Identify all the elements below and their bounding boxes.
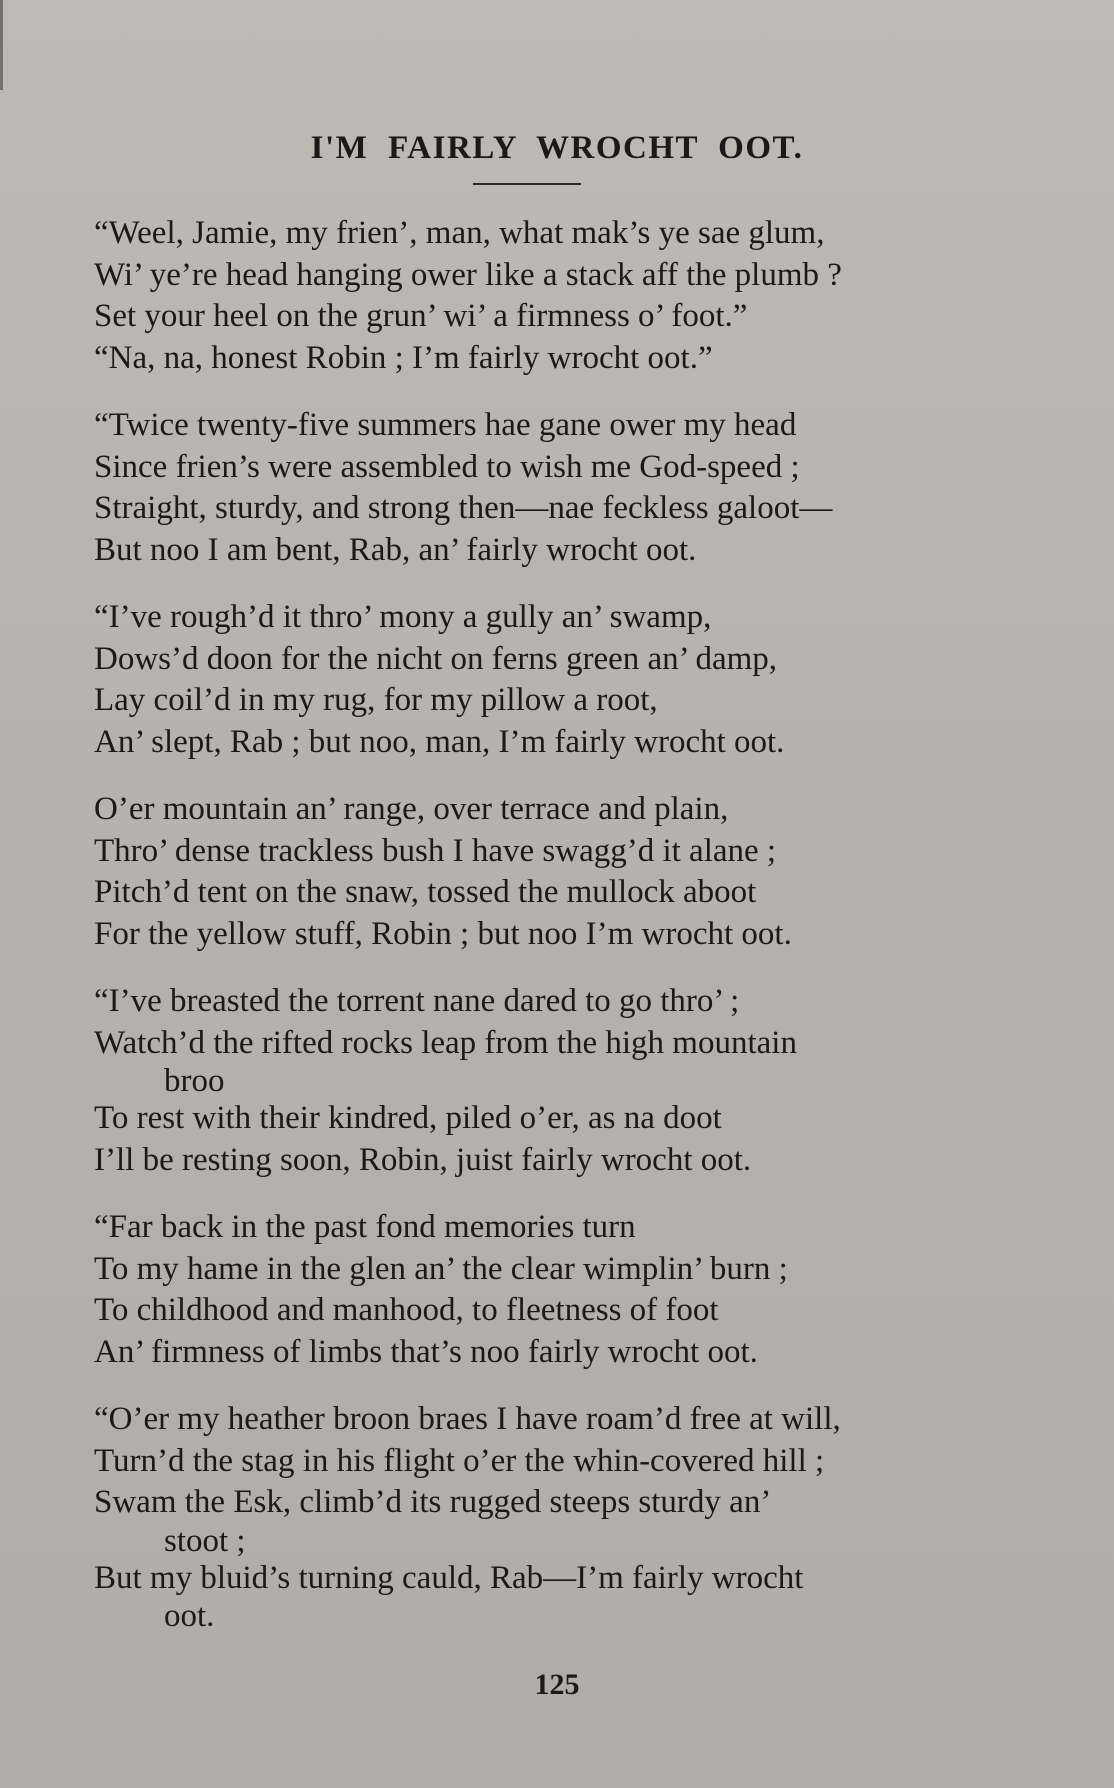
poem-line (94, 1098, 964, 1140)
poem-line-continuation: broo (164, 1063, 225, 1099)
stanza (94, 789, 964, 955)
poem-line-text: But noo I am bent, Rab, an’ fairly wrocht oot. (94, 531, 697, 568)
poem-line-text: Thro’ dense trackless bush I have swagg’d it alane ; (94, 832, 777, 869)
poem-line (94, 447, 964, 489)
poem-line-text: Lay coil’d in my rug, for my pillow a root, (94, 682, 658, 718)
stanza (94, 405, 964, 571)
title-divider (473, 183, 581, 185)
poem-line-text: Turn’d the stag in his flight o’er the whin-covered hill ; (94, 1442, 825, 1479)
poem-line-text: “Far back in the past fond memories turn (94, 1209, 636, 1245)
poem-line-text: To childhood and manhood, to fleetness of foot (94, 1292, 719, 1328)
poem-line (94, 1441, 964, 1483)
poem-line (94, 1290, 964, 1332)
poem-line-text: Watch’d the rifted rocks leap from the high mountain (94, 1024, 797, 1061)
poem-line-text: “I’ve rough’d it thro’ mony a gully an’ swamp, (94, 599, 712, 635)
poem-line (94, 1140, 964, 1182)
poem-line (94, 872, 964, 914)
stanza (94, 1399, 964, 1633)
poem-line-text: But my bluid’s turning cauld, Rab—I’m fairly wrocht (94, 1559, 804, 1596)
poem-line-continuation: oot. (164, 1598, 215, 1634)
poem-line (94, 914, 964, 956)
poem-line-text: For the yellow stuff, Robin ; but noo I’m wrocht oot. (94, 915, 792, 952)
poem-line-text: “Na, na, honest Robin ; I’m fairly wrocht oot.” (94, 339, 713, 376)
poem-line (94, 1482, 964, 1558)
poem-line-text: Since frien’s were assembled to wish me God-speed ; (94, 448, 800, 485)
poem-line-text: To rest with their kindred, piled o’er, as na doot (94, 1100, 722, 1136)
poem-line (94, 639, 964, 681)
poem-line (94, 722, 964, 764)
poem-line-text: Set your heel on the grun’ wi’ a firmness o’ foot.” (94, 298, 748, 334)
stanza (94, 597, 964, 763)
poem-line-text: Straight, sturdy, and strong then—nae feckless galoot— (94, 490, 833, 526)
poem-title: I'M FAIRLY WROCHT OOT. (310, 130, 804, 167)
poem-line-text: O’er mountain an’ range, over terrace and plain, (94, 791, 729, 827)
poem-line-continuation: stoot ; (164, 1522, 246, 1559)
poem-line (94, 1332, 964, 1374)
poem-line-text: An’ firmness of limbs that’s noo fairly wrocht oot. (94, 1333, 758, 1370)
poem-line-text: I’ll be resting soon, Robin, juist fairly wrocht oot. (94, 1141, 752, 1178)
poem-line-text: Pitch’d tent on the snaw, tossed the mullock aboot (94, 874, 757, 910)
poem-line (94, 338, 964, 380)
poem-line (94, 296, 964, 338)
poem-line (94, 405, 964, 447)
poem-line-text: “O’er my heather broon braes I have roam’d free at will, (94, 1401, 841, 1437)
poem-line (94, 680, 964, 722)
poem-line (94, 255, 964, 297)
poem-line (94, 1023, 964, 1099)
poem-line (94, 831, 964, 873)
poem-line (94, 1558, 964, 1634)
poem-line-text: “Twice twenty-five summers hae gane ower my head (94, 407, 797, 443)
stanza (94, 981, 964, 1181)
poem-line (94, 1399, 964, 1441)
poem-line (94, 981, 964, 1023)
poem-line-text: An’ slept, Rab ; but noo, man, I’m fairly wrocht oot. (94, 723, 785, 760)
poem-line (94, 597, 964, 639)
poem-line (94, 1207, 964, 1249)
stanza (94, 213, 964, 379)
poem-line (94, 488, 964, 530)
poem-body (94, 213, 964, 1659)
poem-line-text: To my hame in the glen an’ the clear wimplin’ burn ; (94, 1250, 788, 1287)
page-number: 125 (534, 1668, 580, 1701)
poem-line-text: Wi’ ye’re head hanging ower like a stack aff the plumb ? (94, 256, 842, 293)
poem-line (94, 789, 964, 831)
poem-line (94, 1249, 964, 1291)
poem-line-text: “Weel, Jamie, my frien’, man, what mak’s ye sae glum, (94, 215, 825, 251)
poem-line (94, 213, 964, 255)
poem-line (94, 530, 964, 572)
poem-line-text: Swam the Esk, climb’d its rugged steeps sturdy an’ (94, 1484, 772, 1520)
poem-line-text: Dows’d doon for the nicht on ferns green an’ damp, (94, 640, 778, 677)
page-edge-mark (0, 0, 3, 90)
stanza (94, 1207, 964, 1373)
poem-line-text: “I’ve breasted the torrent nane dared to go thro’ ; (94, 983, 740, 1019)
